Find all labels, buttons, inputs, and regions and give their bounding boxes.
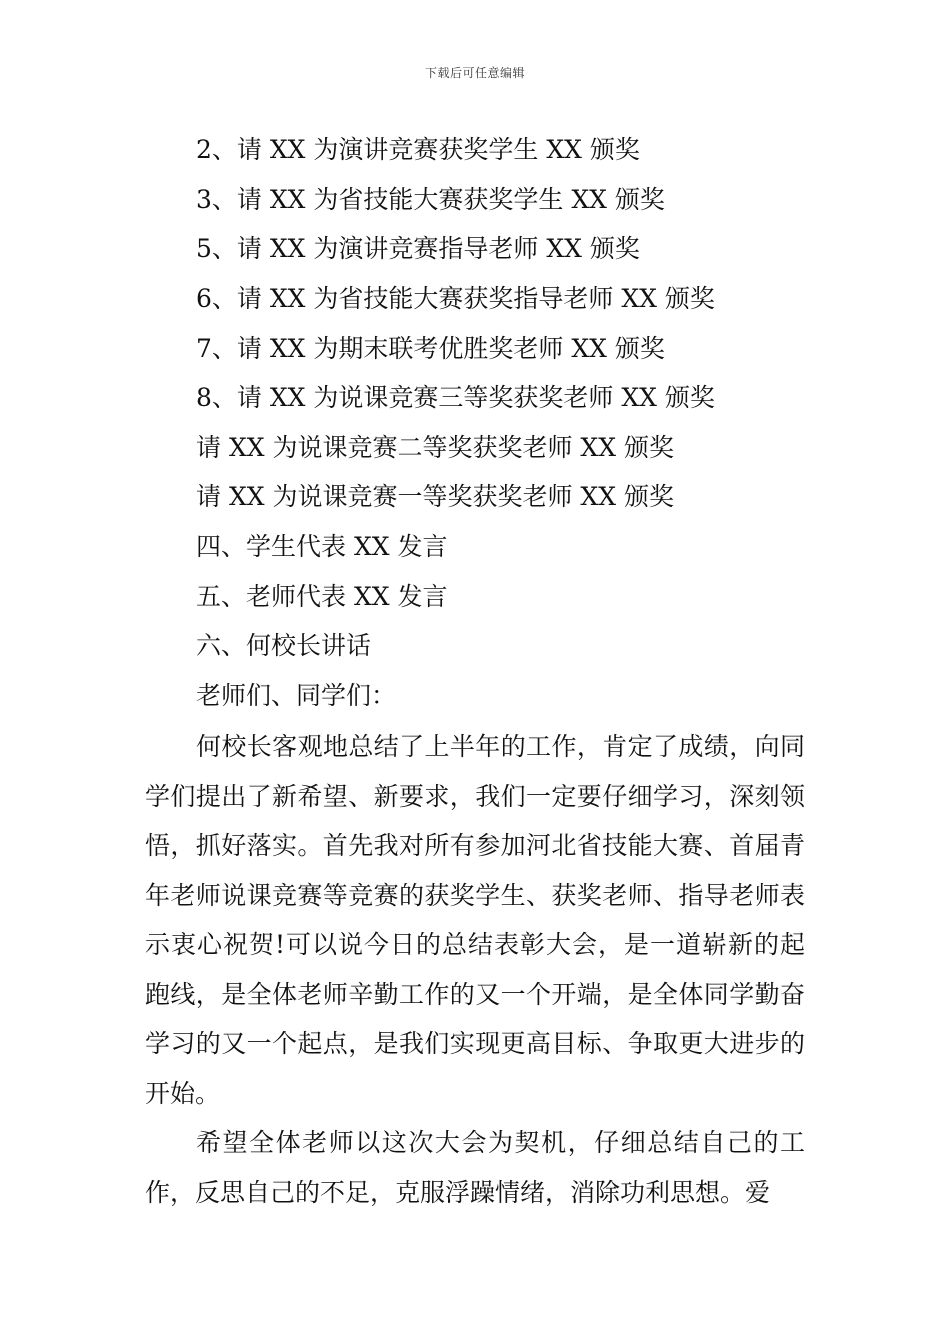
list-item: 5、请 XX 为演讲竞赛指导老师 XX 颁奖 bbox=[196, 234, 640, 263]
list-item: 2、请 XX 为演讲竞赛获奖学生 XX 颁奖 bbox=[196, 135, 640, 164]
list-item: 6、请 XX 为省技能大赛获奖指导老师 XX 颁奖 bbox=[196, 284, 715, 313]
page-header-note: 下载后可任意编辑 bbox=[424, 66, 525, 80]
list-item: 五、老师代表 XX 发言 bbox=[196, 582, 448, 611]
list-item: 请 XX 为说课竞赛一等奖获奖老师 XX 颁奖 bbox=[196, 482, 674, 511]
list-item: 7、请 XX 为期末联考优胜奖老师 XX 颁奖 bbox=[196, 334, 665, 363]
list-item: 3、请 XX 为省技能大赛获奖学生 XX 颁奖 bbox=[196, 185, 665, 214]
salutation: 老师们、同学们： bbox=[196, 681, 397, 710]
list-item: 8、请 XX 为说课竞赛三等奖获奖老师 XX 颁奖 bbox=[196, 383, 715, 412]
body-paragraph: 何校长客观地总结了上半年的工作，肯定了成绩，向同学们提出了新希望、新要求，我们一定要仔细学习，深刻领悟，抓好落实。首先我对所有参加河北省技能大赛、首届青年老师说课竞赛等竞赛的获奖学生、获奖老师、指导老师表示衷心祝贺!可以说今日的总结表彰大会，是一道崭新的起跑线，是全体老师辛勤工作的又一个开端，是全体同学勤奋学习的又一个起点，是我们实现更高目标、争取更大进步的开始。 bbox=[145, 732, 805, 1108]
list-item: 请 XX 为说课竞赛二等奖获奖老师 XX 颁奖 bbox=[196, 433, 674, 462]
list-item: 六、何校长讲话 bbox=[196, 631, 372, 660]
body-paragraph: 希望全体老师以这次大会为契机，仔细总结自己的工作，反思自己的不足，克服浮躁情绪，消除功利思想。爱 bbox=[145, 1128, 805, 1207]
list-item: 四、学生代表 XX 发言 bbox=[196, 532, 448, 561]
